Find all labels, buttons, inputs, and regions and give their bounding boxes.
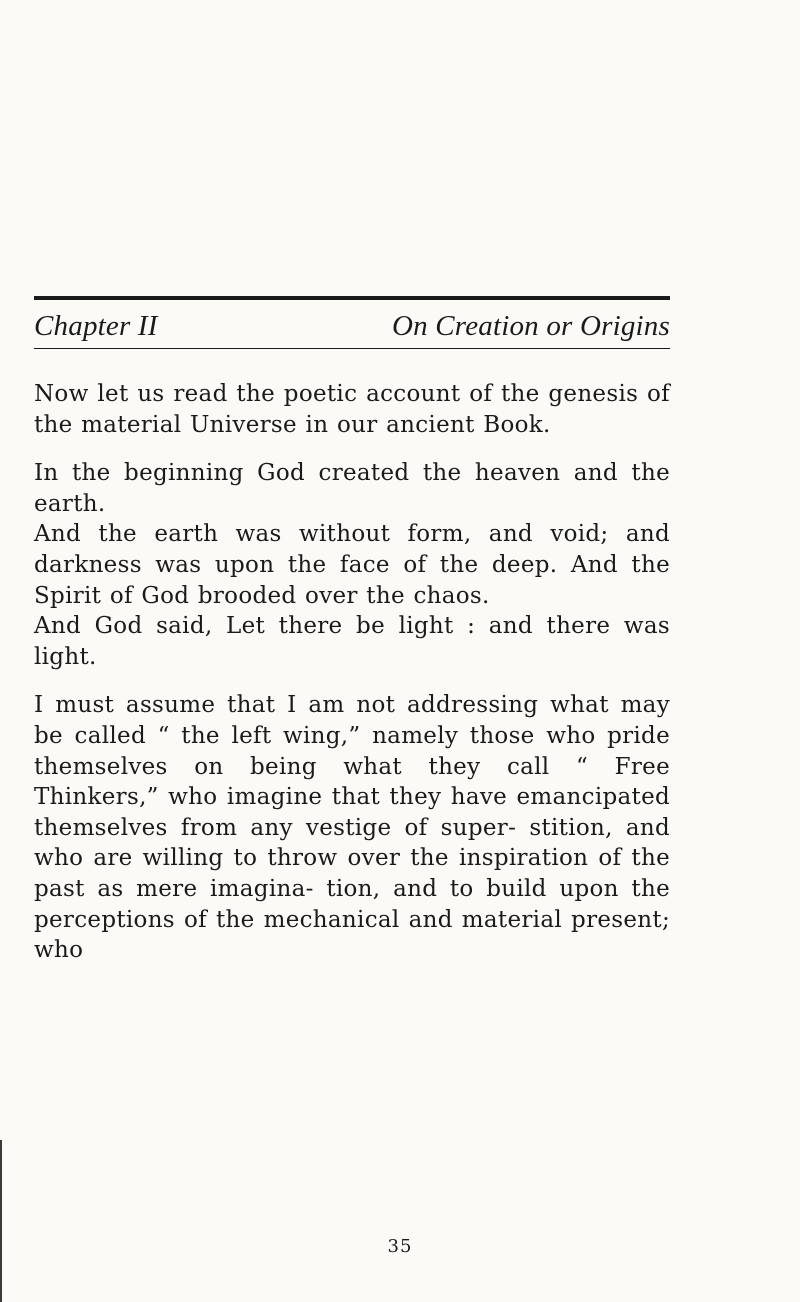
chapter-label: Chapter II — [34, 310, 158, 342]
verse-3: And God said, Let there be light : and there was light. — [34, 613, 670, 670]
page-number: 35 — [387, 1236, 413, 1257]
verse-2: And the earth was without form, and void; and darkness was upon the face of the deep. And the Spirit of God brooded over the chaos. — [34, 521, 670, 609]
header-rule-thin — [34, 348, 670, 349]
intro-paragraph: Now let us read the poetic account of the genesis of the material Universe in our ancient Book. — [34, 381, 670, 438]
closing-paragraph: I must assume that I am not addressing what may be called “ the left wing,” namely those who pride themselves on being what they call “ Free Thinkers,” who imagine that they have emancipated themselves from any vestige of super- stition, and who are willing to throw over the inspiration of the past as mere imagina- tion, and to build upon the perceptions of the mechanical and material present; who — [34, 692, 670, 964]
scripture-quote — [34, 458, 670, 672]
book-page — [34, 296, 670, 984]
page-edge-line — [0, 1140, 2, 1302]
header-rule-thick — [34, 296, 670, 300]
body-text — [34, 379, 670, 966]
running-head — [34, 310, 670, 342]
verse-1: In the beginning God created the heaven and the earth. — [34, 460, 670, 517]
chapter-title: On Creation or Origins — [391, 310, 670, 342]
